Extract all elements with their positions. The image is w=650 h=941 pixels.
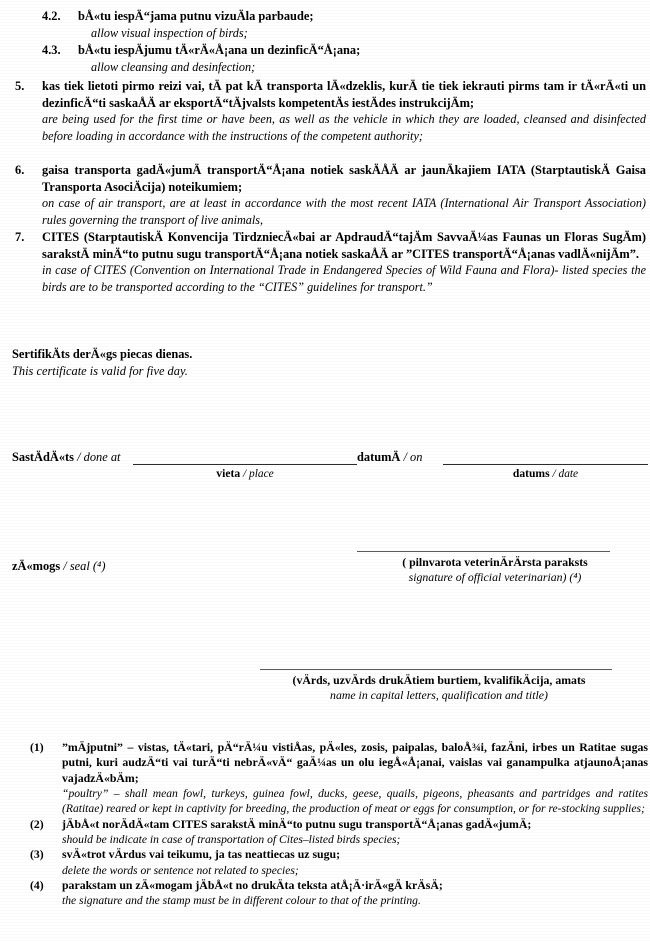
signature-caption bbox=[357, 555, 633, 586]
date-caption bbox=[443, 467, 648, 482]
seal-label bbox=[12, 559, 105, 574]
footnote-1-text-lv: ”mÄjputni” – vistas, tÄ«tari, pÄ“rÄ¼u vistiÅas, pÄ«les, zosis, paipalas, baloÅ¾i, fazÄni, irbes un Ratitae sugas putni, kuri audzÄ“ti vai turÄ“ti nebrÄ«vÄ“ gaÄ¼as un olu iegÅ«Å¡anai, vaislas vai ganampulka atjaunoÅ¡anas vajadzÄ«bÄm; bbox=[62, 740, 648, 785]
footnote-1-number: (1) bbox=[30, 741, 44, 754]
clause-6-text-en: on case of air transport, are at least in accordance with the most recent IATA (International Air Transport Association) rules governing the transport of live animals, bbox=[42, 196, 646, 227]
clause-7-text-lv: CITES (StarptautiskÄ Konvencija TirdzniecÄ«bai ar ApdraudÄ“tajÄm SavvaÄ¼as Faunas un Floras SugÄm) sarakstÄ minÄ“to putnu sugu transportÄ“Å¡ana notiek saskaÅÄ ar ”CITES transportÄ“Å¡anas vadlÄ«nijÄm”. bbox=[42, 230, 646, 261]
name-caption bbox=[244, 673, 634, 704]
done-at-label bbox=[12, 450, 120, 465]
done-at-separator: / bbox=[77, 450, 81, 464]
clause-5-text-lv: kas tiek lietoti pirmo reizi vai, tÄ pat kÄ transporta lÄ«dzeklis, kurÄ tie tiek iekrauti pirms tam ir tÄ«rÄ«ti un dezinficÄ“ti saskaÅÄ ar eksportÄ“tÄjvalsts kompetentÄs iestÄdes instrukcijÄm; bbox=[42, 79, 646, 110]
seal-label-en: seal (⁴) bbox=[69, 559, 106, 573]
validity-statement bbox=[12, 346, 432, 379]
clause-7-number: 7. bbox=[15, 230, 25, 244]
signature-caption-lv: ( pilnvarota veterinÄrÄrsta paraksts bbox=[402, 555, 588, 569]
name-caption-en: name in capital letters, qualification and title) bbox=[330, 688, 548, 703]
clause-4-2-number: 4.2. bbox=[42, 9, 61, 23]
clause-4-2-text-lv: bÅ«tu iespÄ“jama putnu vizuÄla parbaude; bbox=[78, 9, 314, 23]
footnote-1-text-en: “poultry” – shall mean fowl, turkeys, guinea fowl, ducks, geese, quails, pigeons, pheasants and partridges and ratites (Ratitae) reared or kept in captivity for breeding, the production of meat or eggs for consumption, or for re-stocking supplies; bbox=[62, 787, 648, 816]
clause-5-number: 5. bbox=[15, 79, 25, 93]
seal-separator: / bbox=[63, 559, 67, 573]
clause-6-number: 6. bbox=[15, 163, 25, 177]
done-at-label-lv: SastÄdÄ«ts bbox=[12, 450, 74, 464]
clause-5-text-en: are being used for the first time or have been, as well as the vehicle in which they are loaded, cleansed and disinfected before loading in accordance with the instructions of the competent authority; bbox=[42, 112, 646, 143]
name-caption-lv: (vÄrds, uzvÄrds drukÄtiem burtiem, kvalifikÄcija, amats bbox=[292, 673, 586, 687]
date-input-line[interactable] bbox=[443, 464, 648, 465]
place-input-line[interactable] bbox=[133, 464, 357, 465]
clause-6-text-lv: gaisa transporta gadÄ«jumÄ transportÄ“Å¡ana notiek saskÄÅÄ ar jaunÄkajiem IATA (StarptautiskÄ Gaisa Transporta AsociÄcija) noteikumiem; bbox=[42, 163, 646, 194]
done-at-label-en: done at bbox=[83, 450, 121, 464]
seal-label-lv: zÄ«mogs bbox=[12, 559, 61, 573]
clause-7-text-en: in case of CITES (Convention on International Trade in Endangered Species of Wild Fauna and Flora)- listed species the birds are to be transported according to the “CITES” guidelines for transport.” bbox=[42, 263, 646, 294]
footnote-4-text-lv: parakstam un zÄ«mogam jÄbÅ«t no drukÄta teksta atÅ¡Ä·irÄ«gÄ krÄsÄ; bbox=[62, 877, 443, 892]
place-caption-separator: / bbox=[242, 468, 247, 480]
date-caption-lv: datums bbox=[512, 467, 550, 480]
validity-text-lv: SertifikÄts derÄ«gs piecas dienas. bbox=[12, 347, 193, 361]
footnote-4 bbox=[30, 878, 648, 909]
signature-caption-en: signature of official veterinarian) (⁴) bbox=[408, 570, 582, 585]
place-caption-en: place bbox=[249, 468, 274, 480]
footnote-1 bbox=[30, 740, 648, 817]
signature-input-line[interactable] bbox=[357, 551, 610, 552]
footnote-2 bbox=[30, 817, 648, 848]
clause-4-2 bbox=[42, 8, 638, 41]
clause-4-3 bbox=[42, 42, 638, 75]
validity-text-en: This certificate is valid for five day. bbox=[12, 363, 188, 378]
date-label bbox=[357, 450, 422, 465]
date-caption-separator: / bbox=[552, 468, 556, 480]
footnote-3-text-en: delete the words or sentence not related to species; bbox=[62, 863, 299, 877]
footnote-4-number: (4) bbox=[30, 878, 44, 892]
date-label-lv: datumÄ bbox=[357, 450, 401, 464]
footnote-3-text-lv: svÄ«trot vÄrdus vai teikumu, ja tas neattiecas uz sugu; bbox=[62, 847, 340, 862]
clause-7 bbox=[15, 229, 646, 295]
footnotes bbox=[30, 740, 648, 908]
footnote-3-number: (3) bbox=[30, 848, 44, 862]
footnote-2-text-lv: jÄbÅ«t norÄdÄ«tam CITES sarakstÄ minÄ“to putnu sugu transportÄ“Å¡anas gadÄ«jumÄ; bbox=[62, 816, 532, 831]
footnote-3 bbox=[30, 847, 648, 878]
date-separator: / bbox=[403, 450, 407, 464]
footnote-4-text-en: the signature and the stamp must be in different colour to that of the printing. bbox=[62, 894, 421, 908]
place-caption bbox=[133, 467, 357, 482]
clause-4-3-number: 4.3. bbox=[42, 43, 61, 57]
clause-6 bbox=[15, 162, 646, 228]
clause-5 bbox=[15, 78, 646, 144]
clause-4-3-text-en: allow cleansing and desinfection; bbox=[91, 59, 256, 74]
clause-4-2-text-en: allow visual inspection of birds; bbox=[91, 25, 248, 40]
place-caption-lv: vieta bbox=[216, 467, 241, 480]
date-label-en: on bbox=[410, 450, 423, 464]
clause-4-3-text-lv: bÅ«tu iespÄjumu tÄ«rÄ«Å¡ana un dezinficÄ“Å¡ana; bbox=[78, 43, 361, 57]
date-caption-en: date bbox=[558, 468, 579, 480]
footnote-2-text-en: should be indicate in case of transportation of Cites–listed birds species; bbox=[62, 833, 401, 847]
footnote-2-number: (2) bbox=[30, 817, 44, 831]
name-input-line[interactable] bbox=[260, 669, 612, 670]
